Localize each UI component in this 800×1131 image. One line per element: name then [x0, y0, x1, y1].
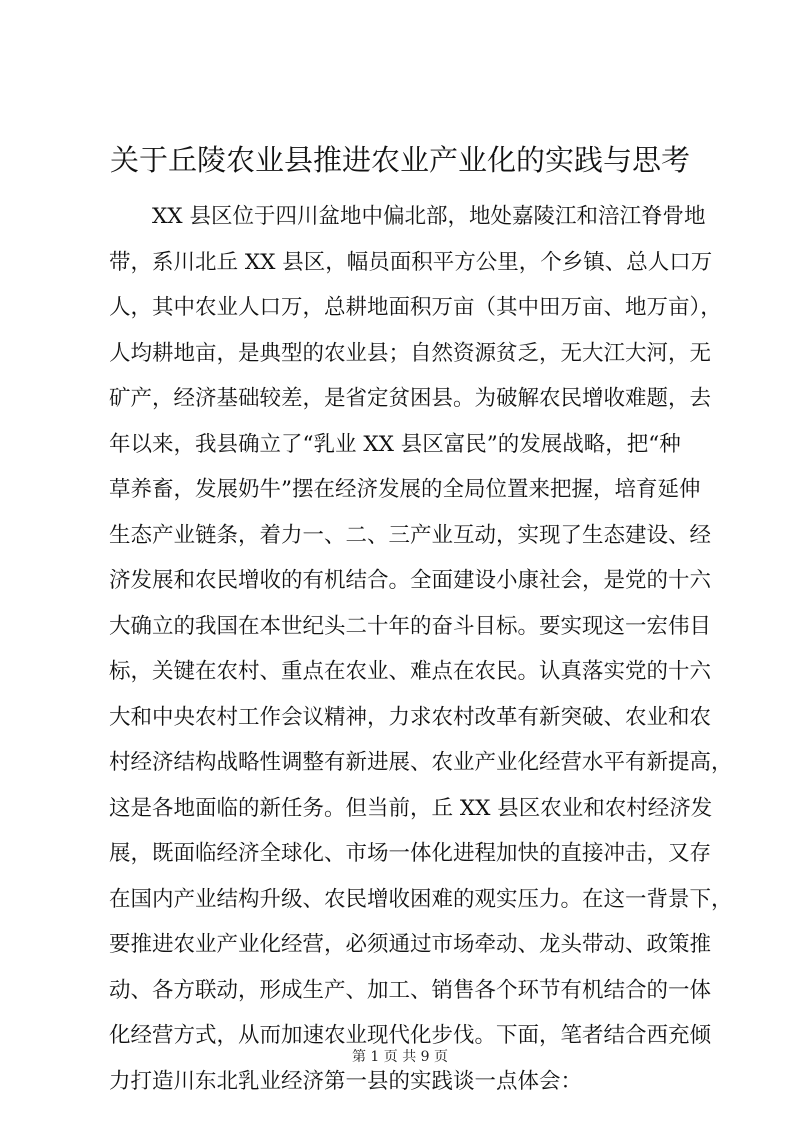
body-line: 年以来，我县确立了“乳业 XX 县区富民”的发展战略，把“种 — [109, 431, 681, 457]
body-line: 力打造川东北乳业经济第一县的实践谈一点体会： — [109, 1068, 583, 1094]
body-line: 人，其中农业人口万，总耕地面积万亩（其中田万亩、地万亩）， — [109, 295, 722, 320]
body-line: 动、各方联动，形成生产、加工、销售各个环节有机结合的一体 — [109, 977, 712, 1003]
body-paragraph — [109, 194, 733, 1104]
body-line: 村经济结构战略性调整有新进展、农业产业化经营水平有新提高， — [109, 750, 733, 775]
body-line: 这是各地面临的新任务。但当前，丘 XX 县区农业和农村经济发 — [109, 795, 713, 821]
body-line: 草养畜，发展奶牛”摆在经济发展的全局位置来把握，培育延伸 — [109, 477, 701, 502]
body-line: 矿产，经济基础较差，是省定贫困县。为破解农民增收难题，去 — [109, 386, 712, 411]
body-line: 大和中央农村工作会议精神，力求农村改革有新突破、农业和农 — [109, 704, 712, 730]
body-line: 标，关键在农村、重点在农业、难点在农民。认真落实党的十六 — [109, 659, 712, 684]
body-line: 展，既面临经济全球化、市场一体化进程加快的直接冲击，又存 — [109, 841, 712, 866]
body-line: 要推进农业产业化经营，必须通过市场牵动、龙头带动、政策推 — [109, 932, 712, 957]
body-line: 带，系川北丘 XX 县区，幅员面积平方公里，个乡镇、总人口万 — [109, 249, 713, 275]
body-line: 人均耕地亩，是典型的农业县；自然资源贫乏，无大江大河，无 — [109, 340, 712, 366]
body-line: 化经营方式，从而加速农业现代化步伐。下面，笔者结合西充倾 — [109, 1023, 712, 1048]
document-title: 关于丘陵农业县推进农业产业化的实践与思考 — [109, 143, 690, 177]
body-line: XX 县区位于四川盆地中偏北部，地处嘉陵江和涪江脊骨地 — [152, 204, 706, 229]
page-number-footer: 第 1 页 共 9 页 — [351, 1049, 449, 1065]
body-line: 在国内产业结构升级、农民增收困难的观实压力。在这一背景下， — [109, 886, 733, 912]
body-line: 大确立的我国在本世纪头二十年的奋斗目标。要实现这一宏伟目 — [109, 613, 712, 639]
body-line: 生态产业链条，着力一、二、三产业互动，实现了生态建设、经 — [109, 522, 712, 548]
body-line: 济发展和农民增收的有机结合。全面建设小康社会，是党的十六 — [109, 568, 712, 593]
